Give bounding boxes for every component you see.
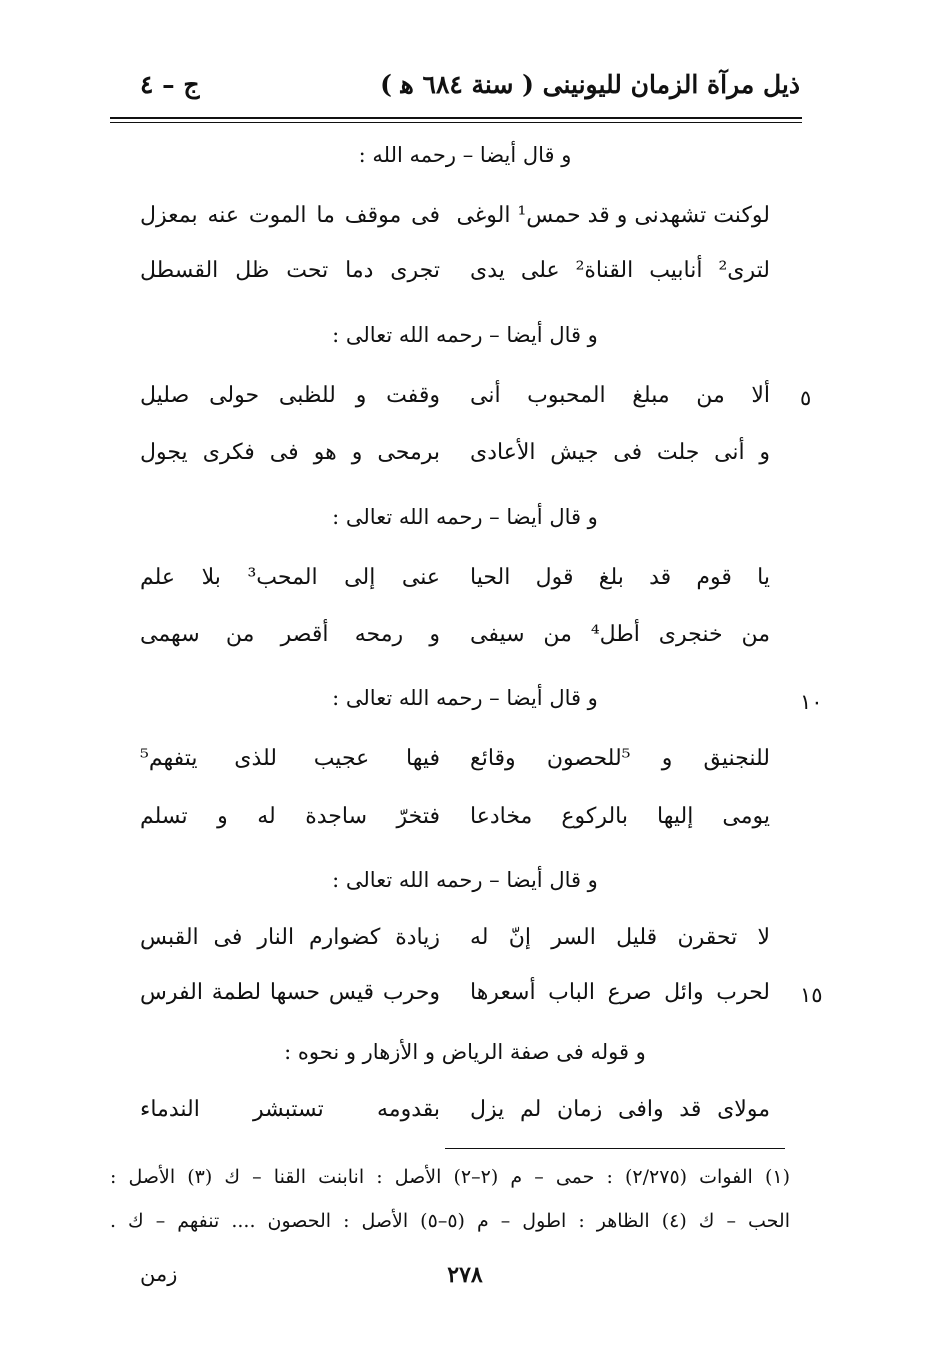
verse-intro: و قال أيضا – رحمه الله تعالى :	[332, 505, 598, 529]
verse-hemistich-right: و أنى جلت فى جيش الأعادى	[470, 440, 770, 465]
header-rule-thin	[110, 122, 802, 123]
running-header	[110, 62, 800, 112]
verse-hemistich-left: تجرى دما تحت ظل القسطل	[140, 258, 440, 283]
verse-intro: و قوله فى صفة الرياض و الأزهار و نحوه :	[284, 1040, 646, 1064]
verse-hemistich-left: و رمحه أقصر من سهمى	[140, 622, 440, 647]
verse-intro: و قال أيضا – رحمه الله :	[358, 143, 572, 167]
signature-mark: زمن	[140, 1262, 178, 1286]
footnote-line: الحب – ك (٤) الظاهر : اطول – م (٥–٥) الأصل : الحصون .... تنفهم – ك .	[110, 1210, 790, 1232]
volume-label: ج – ٤	[140, 70, 200, 99]
verse-hemistich-right: للنجنيق و ⁵للحصون وقائع	[470, 746, 770, 771]
header-title: ذيل مرآة الزمان لليونينى ( سنة ٦٨٤ ﻫ )	[380, 70, 800, 99]
line-number: ١٥	[800, 983, 823, 1007]
verse-hemistich-left: وقفت و للظبى حولى صليل	[140, 383, 440, 408]
verse-hemistich-left: برمحى و هو فى فكرى يجول	[140, 440, 440, 465]
verse-intro: و قال أيضا – رحمه الله تعالى :	[332, 868, 598, 892]
verse-hemistich-right: يومى إليها بالركوع مخادعا	[470, 804, 770, 829]
footnote-rule	[445, 1148, 785, 1149]
verse-hemistich-right: مولاى قد وافى زمان لم يزل	[470, 1097, 770, 1122]
verse-hemistich-left: عنى إلى المحب³ بلا علم	[140, 565, 440, 590]
footnote-line: (١) الفوات (٢/٢٧٥) : حمى – م (٢–٢) الأصل : انابنت القنا – ك (٣) الأصل :	[110, 1166, 790, 1188]
verse-hemistich-right: لا تحقرن قليل السر إنّ له	[470, 925, 770, 950]
page-number: ٢٧٨	[447, 1262, 483, 1288]
verse-hemistich-right: ألا من مبلغ المحبوب أنى	[470, 383, 770, 408]
header-rule-thick	[110, 117, 802, 119]
verse-intro: و قال أيضا – رحمه الله تعالى :	[332, 323, 598, 347]
verse-hemistich-left: فيها عجيب للذى يتفهم⁵	[140, 746, 440, 771]
verse-intro: و قال أيضا – رحمه الله تعالى :	[332, 686, 598, 710]
verse-hemistich-left: فتخرّ ساجدة له و تسلم	[140, 804, 440, 829]
verse-hemistich-left: وحرب قيس حسها لطمة الفرس	[140, 980, 440, 1005]
verse-hemistich-right: من خنجرى أطل⁴ من سيفى	[470, 622, 770, 647]
line-number: ٥	[800, 386, 812, 410]
verse-hemistich-right: لترى² أنابيب القناة² على يدى	[470, 258, 770, 283]
verse-hemistich-left: بقدومه تستبشر الندماء	[140, 1097, 440, 1122]
verse-hemistich-left: فى موقف ما الموت عنه بمعزل	[140, 203, 440, 228]
verse-hemistich-left: زيادة كضوارم النار فى القبس	[140, 925, 440, 950]
verse-hemistich-right: لوكنت تشهدنى و قد حمس¹ الوغى	[456, 203, 770, 228]
verse-hemistich-right: لحرب وائل صرع الباب أسعرها	[470, 980, 770, 1005]
line-number: ١٠	[800, 690, 823, 714]
verse-hemistich-right: يا قوم قد بلغ قول الحيا	[470, 565, 770, 590]
